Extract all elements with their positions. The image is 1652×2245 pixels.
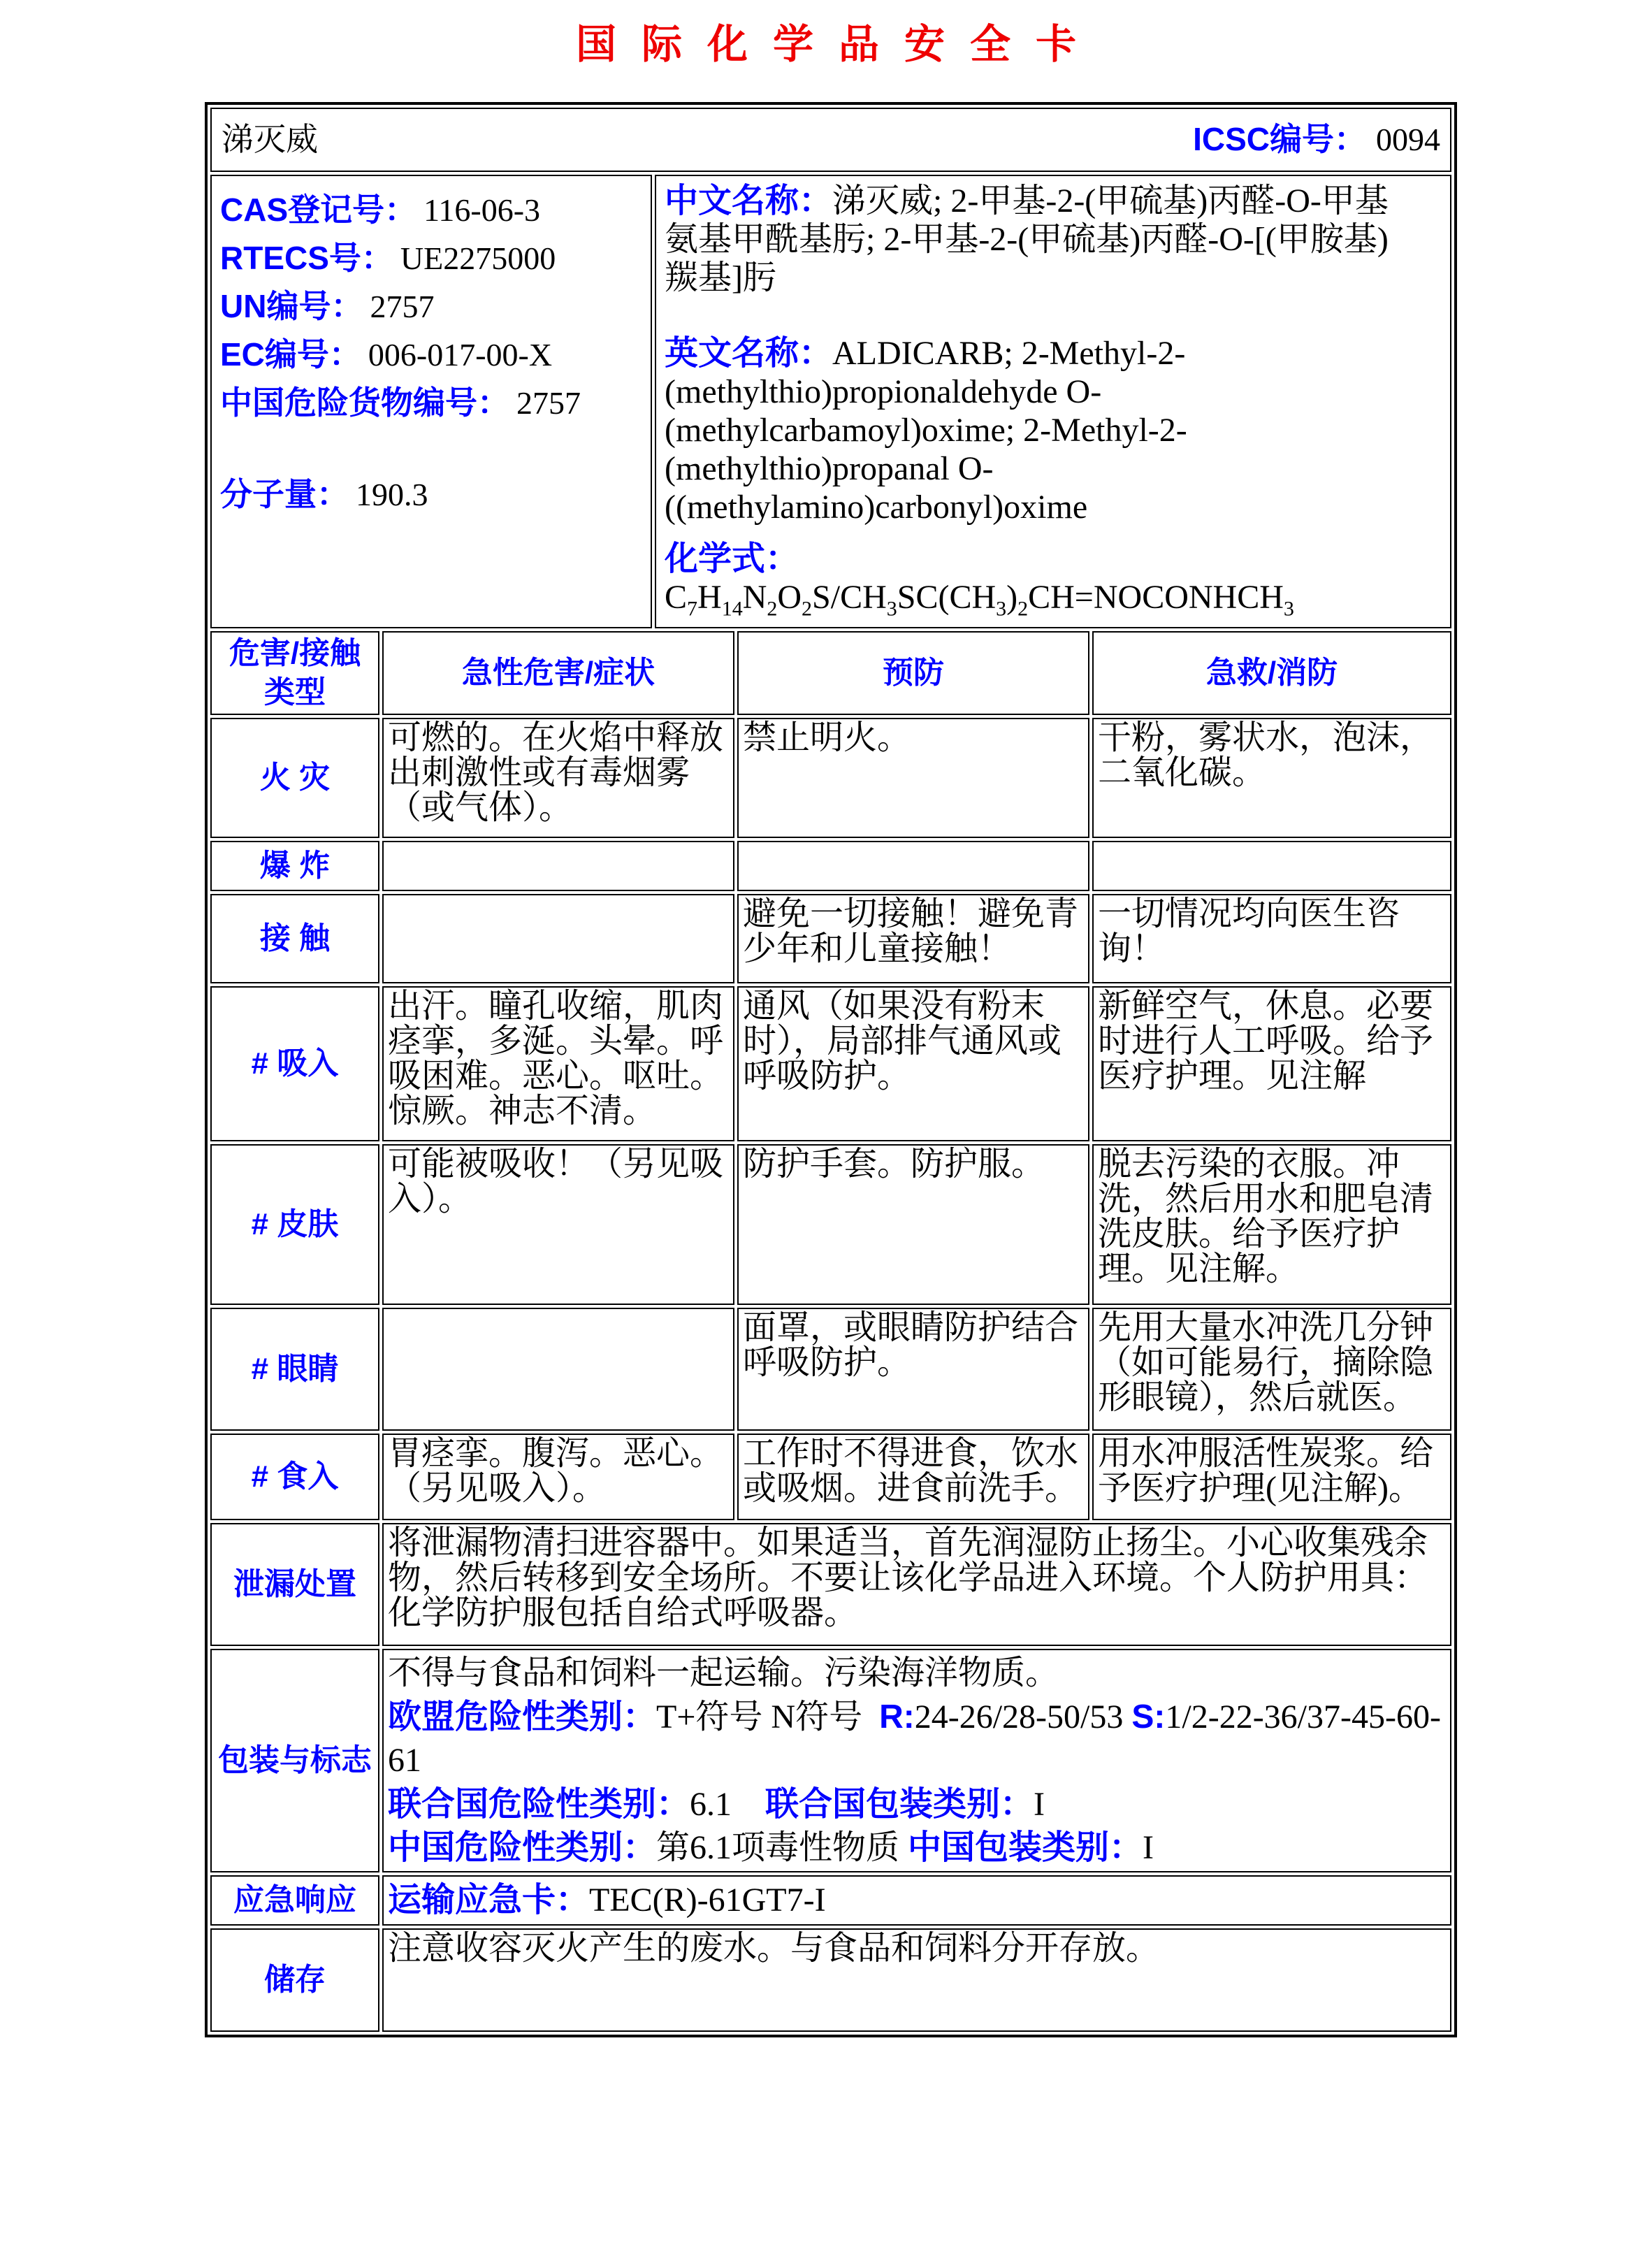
rtecs-number-label: RTECS号： — [220, 240, 393, 276]
chinese-name-label: 中文名称： — [665, 182, 833, 219]
eyes-symptoms-cell — [382, 1308, 734, 1431]
icsc-safety-card-page — [0, 11, 1652, 2245]
icsc-number-value: 0094 — [1376, 122, 1440, 158]
formula-label: 化学式： — [665, 540, 799, 577]
eyes-row-label: # 眼睛 — [210, 1308, 379, 1431]
fire-symptoms-cell: 可燃的。在火焰中释放出刺激性或有毒烟雾（或气体）。 — [382, 718, 734, 838]
molecular-weight-line — [220, 470, 644, 519]
emergency-response-row — [210, 1875, 1451, 1926]
ec-number-line — [220, 331, 644, 379]
spill-disposal-row — [210, 1523, 1451, 1646]
header-first-aid: 急救/消防 — [1092, 631, 1451, 716]
icsc-number-group — [1193, 123, 1440, 157]
ec-number-value: 006-017-00-X — [368, 337, 553, 373]
hazard-row-eyes — [210, 1308, 1451, 1431]
inhalation-symptoms-cell: 出汗。瞳孔收缩，肌肉痉挛，多涎。头晕。呼吸困难。恶心。呕吐。惊厥。神志不清。 — [382, 986, 734, 1141]
exposure-symptoms-cell — [382, 894, 734, 983]
rtecs-number-line — [220, 234, 644, 282]
english-name-label: 英文名称： — [665, 334, 833, 372]
substance-name: 涕灭威 — [222, 122, 318, 158]
transport-emergency-card-value: TEC(R)-61GT7-I — [589, 1882, 826, 1919]
explosion-first-aid-cell — [1092, 841, 1451, 891]
china-dg-number-line — [220, 379, 644, 427]
chinese-name-value: 涕灭威; 2-甲基-2-(甲硫基)丙醛-O-甲基氨基甲酰基肟; 2-甲基-2-(甲硫基)丙醛-O-[(甲胺基)羰基]肟 — [665, 182, 1389, 297]
cas-number-value: 116-06-3 — [423, 192, 541, 228]
identity-row — [210, 175, 1451, 628]
explosion-row-label: 爆 炸 — [210, 841, 379, 891]
formula-value: $C_7H_{14}N_2O_2S/CH_3SC(CH_3)_2CH=NOCONHCH_3$ — [665, 578, 1294, 621]
skin-row-label: # 皮肤 — [210, 1144, 379, 1305]
packaging-labelling-text-cell: 不得与食品和饲料一起运输。污染海洋物质。 欧盟危险性类别：T+符号 N符号 R:24-26/28-50/53 S:1/2-22-36/37-45-60-61 联合国危险性类别：6.1 联合国包装类别：I 中国危险性类别：第6.1项毒性物质 中国包装类别：I — [382, 1649, 1451, 1872]
exposure-row-label: 接 触 — [210, 894, 379, 983]
un-number-line — [220, 282, 644, 331]
explosion-symptoms-cell — [382, 841, 734, 891]
eyes-first-aid-cell: 先用大量水冲洗几分钟（如可能易行，摘除隐形眼镜），然后就医。 — [1092, 1308, 1451, 1431]
explosion-prevention-cell — [737, 841, 1089, 891]
fire-prevention-cell: 禁止明火。 — [737, 718, 1089, 838]
exposure-prevention-cell: 避免一切接触！避免青少年和儿童接触！ — [737, 894, 1089, 983]
exposure-first-aid-cell: 一切情况均向医生咨询！ — [1092, 894, 1451, 983]
inhalation-row-label: # 吸入 — [210, 986, 379, 1141]
hazard-row-exposure — [210, 894, 1451, 983]
fire-first-aid-cell: 干粉，雾状水，泡沫，二氧化碳。 — [1092, 718, 1451, 838]
ec-number-label: EC编号： — [220, 336, 361, 373]
china-dg-number-value: 2757 — [516, 385, 581, 421]
titlebar-row — [210, 108, 1451, 172]
header-hazard-type: 危害/接触类型 — [210, 631, 379, 716]
spill-disposal-label: 泄漏处置 — [210, 1523, 379, 1646]
emergency-response-label: 应急响应 — [210, 1875, 379, 1926]
titlebar-cell — [210, 108, 1451, 172]
icsc-number-label: ICSC编号： — [1193, 121, 1366, 158]
rtecs-number-value: UE2275000 — [400, 240, 556, 276]
hazard-row-ingestion — [210, 1434, 1451, 1520]
un-number-label: UN编号： — [220, 288, 363, 324]
english-name-value: ALDICARB; 2-Methyl-2-(methylthio)propionaldehyde O-(methylcarbamoyl)oxime; 2-Methyl-2-(methylthio)propanal O-((methylamino)carbonyl)oxime — [665, 334, 1187, 526]
china-dg-number-label: 中国危险货物编号： — [220, 384, 509, 421]
hazard-row-fire — [210, 718, 1451, 838]
header-prevention: 预防 — [737, 631, 1089, 716]
inhalation-first-aid-cell: 新鲜空气，休息。必要时进行人工呼吸。给予医疗护理。见注解 — [1092, 986, 1451, 1141]
skin-prevention-cell: 防护手套。防护服。 — [737, 1144, 1089, 1305]
molecular-weight-label: 分子量： — [220, 476, 349, 512]
un-number-value: 2757 — [370, 289, 435, 324]
names-cell — [655, 175, 1451, 628]
hazard-header-row — [210, 631, 1451, 716]
hazard-row-explosion — [210, 841, 1451, 891]
storage-row — [210, 1928, 1451, 2032]
storage-text-cell: 注意收容灭火产生的废水。与食品和饲料分开存放。 — [382, 1928, 1451, 2032]
ingestion-symptoms-cell: 胃痉挛。腹泻。恶心。（另见吸入）。 — [382, 1434, 734, 1520]
safety-card-table — [205, 102, 1457, 2037]
english-name-paragraph — [665, 334, 1408, 527]
inhalation-prevention-cell: 通风（如果没有粉末时），局部排气通风或呼吸防护。 — [737, 986, 1089, 1141]
formula-line — [665, 540, 1408, 621]
cas-number-line — [220, 186, 644, 234]
hazard-row-inhalation — [210, 986, 1451, 1141]
emergency-response-text-cell — [382, 1875, 1451, 1926]
eyes-prevention-cell: 面罩，或眼睛防护结合呼吸防护。 — [737, 1308, 1089, 1431]
fire-row-label: 火 灾 — [210, 718, 379, 838]
ingestion-row-label: # 食入 — [210, 1434, 379, 1520]
skin-first-aid-cell: 脱去污染的衣服。冲洗，然后用水和肥皂清洗皮肤。给予医疗护理。见注解。 — [1092, 1144, 1451, 1305]
packaging-labelling-row — [210, 1649, 1451, 1872]
skin-symptoms-cell: 可能被吸收！（另见吸入）。 — [382, 1144, 734, 1305]
storage-label: 储存 — [210, 1928, 379, 2032]
ingestion-first-aid-cell: 用水冲服活性炭浆。给予医疗护理(见注解)。 — [1092, 1434, 1451, 1520]
page-title: 国际化学品安全卡 — [575, 22, 1101, 67]
molecular-weight-value: 190.3 — [356, 477, 428, 512]
spill-disposal-text-cell: 将泄漏物清扫进容器中。如果适当，首先润湿防止扬尘。小心收集残余物，然后转移到安全场所。不要让该化学品进入环境。个人防护用具：化学防护服包括自给式呼吸器。 — [382, 1523, 1451, 1646]
packaging-labelling-label: 包装与标志 — [210, 1649, 379, 1872]
transport-emergency-card-label: 运输应急卡： — [388, 1882, 590, 1919]
header-acute-symptoms: 急性危害/症状 — [382, 631, 734, 716]
registry-numbers-cell — [210, 175, 652, 628]
hazard-row-skin — [210, 1144, 1451, 1305]
cas-number-label: CAS登记号： — [220, 192, 417, 228]
ingestion-prevention-cell: 工作时不得进食，饮水或吸烟。进食前洗手。 — [737, 1434, 1089, 1520]
chinese-name-paragraph — [665, 182, 1408, 298]
